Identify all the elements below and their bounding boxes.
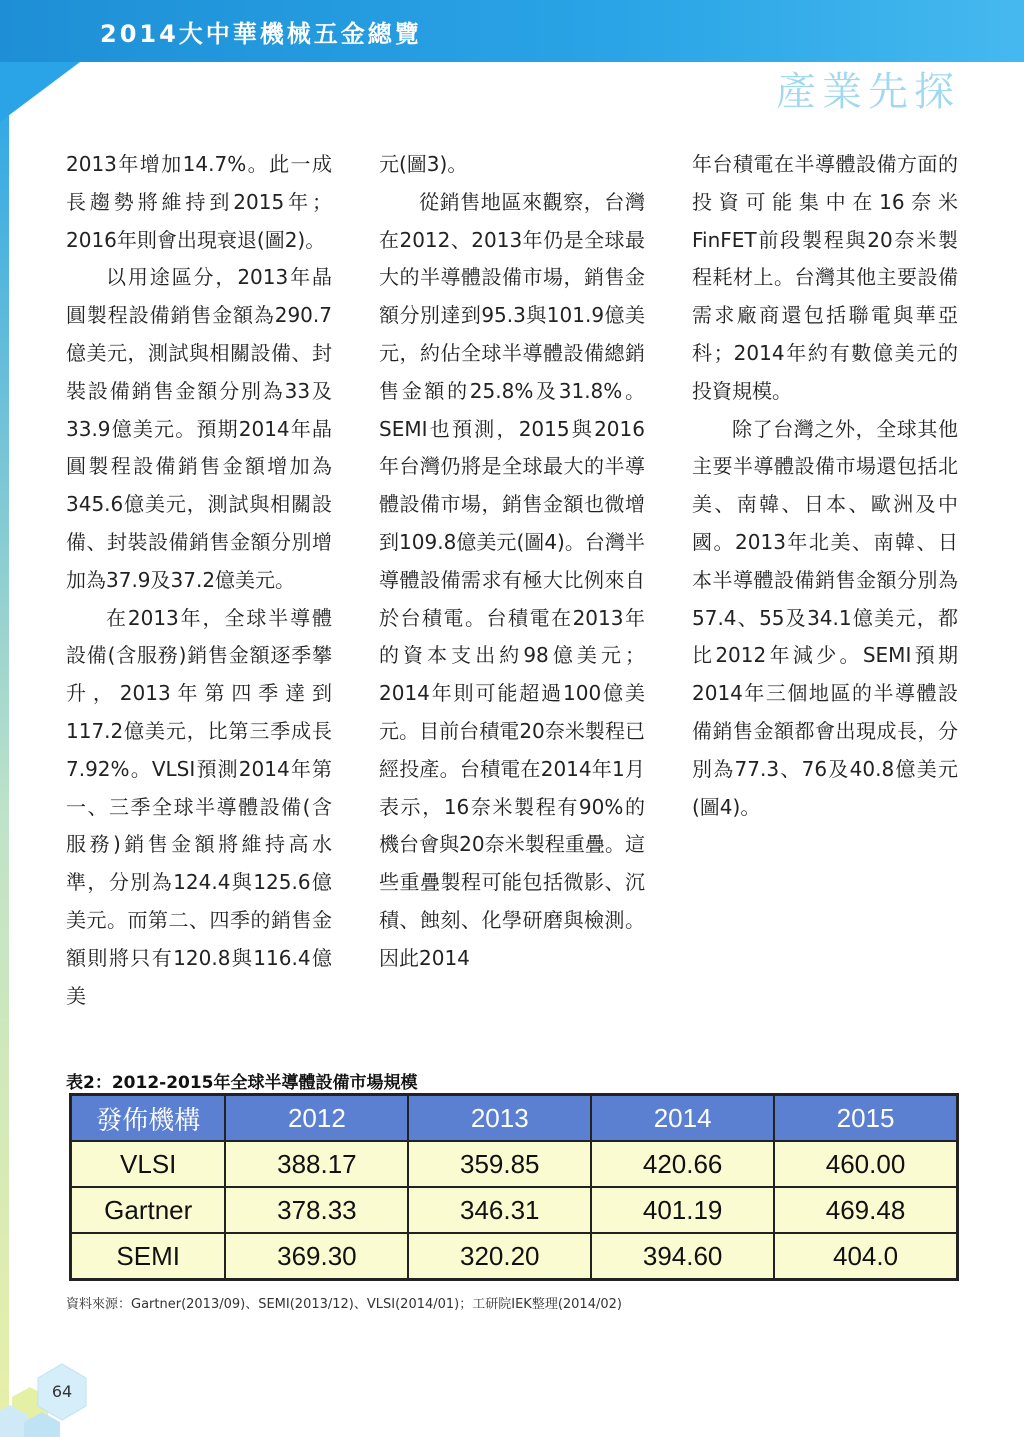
side-strip <box>0 62 9 1437</box>
publication-title: 2014大中華機械五金總覽 <box>100 20 422 48</box>
source-note: 資料來源：Gartner(2013/09)、SEMI(2013/12)、VLSI(2014/01)；工研院IEK整理(2014/02) <box>66 1297 622 1312</box>
table-cell: 378.33 <box>225 1187 408 1233</box>
table-caption: 表2：2012-2015年全球半導體設備市場規模 <box>66 1073 418 1093</box>
table-row <box>71 1141 958 1187</box>
table-cell: 401.19 <box>591 1187 774 1233</box>
table-cell: 359.85 <box>408 1141 591 1187</box>
table-row <box>71 1233 958 1280</box>
table-cell: 469.48 <box>774 1187 957 1233</box>
table-cell: 369.30 <box>225 1233 408 1280</box>
table-row <box>71 1187 958 1233</box>
table-cell: SEMI <box>71 1233 226 1280</box>
paragraph: 從銷售地區來觀察，台灣在2012、2013年仍是全球最大的半導體設備市場，銷售金額分別達到95.3與101.9億美元，約佔全球半導體設備總銷售金額的25.8%及31.8%。SEMI也預測，2015與2016年台灣仍將是全球最大的半導體設備市場，銷售金額也微增到109.8億美元(圖4)。台灣半導體設備需求有極大比例來自於台積電。台積電在2013年的資本支出約98億美元；2014年則可能超過100億美元。目前台積電20奈米製程已經投產。台積電在2014年1月表示，16奈米製程有90%的機台會與20奈米製程重疊。這些重疊製程可能包括微影、沉積、蝕刻、化學研磨與檢測。因此2014 <box>379 189 645 970</box>
paragraph: 在2013年，全球半導體設備(含服務)銷售金額逐季攀升，2013年第四季達到117.2億美元，比第三季成長7.92%。VLSI預測2014年第一、三季全球半導體設備(含服務)銷售金額將維持高水準，分別為124.4與125.6億美元。而第二、四季的銷售金額則將只有120.8與116.4億美 <box>66 605 332 1008</box>
corner-wedge <box>0 62 80 122</box>
table-cell: 394.60 <box>591 1233 774 1280</box>
table-header-row <box>71 1095 958 1142</box>
table-cell: 420.66 <box>591 1141 774 1187</box>
table-cell: VLSI <box>71 1141 226 1187</box>
paragraph: 以用途區分，2013年晶圓製程設備銷售金額為290.7億美元，測試與相關設備、封裝設備銷售金額分別為33及33.9億美元。預期2014年晶圓製程設備銷售金額增加為345.6億美元，測試與相關設備、封裝設備銷售金額分別增加為37.9及37.2億美元。 <box>66 265 332 592</box>
section-title: 產業先探 <box>776 69 960 115</box>
table-header-cell: 2013 <box>408 1095 591 1142</box>
paragraph: 2013年增加14.7%。此一成長趨勢將維持到2015年；2016年則會出現衰退(圖2)。 <box>66 152 332 252</box>
table-cell: 346.31 <box>408 1187 591 1233</box>
text-column-1 <box>66 146 332 1015</box>
table-cell: 460.00 <box>774 1141 957 1187</box>
table-header-cell: 發佈機構 <box>71 1095 226 1142</box>
text-column-3 <box>692 146 958 826</box>
paragraph: 除了台灣之外，全球其他主要半導體設備市場還包括北美、南韓、日本、歐洲及中國。2013年北美、南韓、日本半導體設備銷售金額分別為57.4、55及34.1億美元，都比2012年減少。SEMI預期2014年三個地區的半導體設備銷售金額都會出現成長，分別為77.3、76及40.8億美元(圖4)。 <box>692 416 958 819</box>
table-header-cell: 2014 <box>591 1095 774 1142</box>
table-cell: 404.0 <box>774 1233 957 1280</box>
table-cell: Gartner <box>71 1187 226 1233</box>
table-cell: 320.20 <box>408 1233 591 1280</box>
market-size-table <box>69 1093 959 1281</box>
table-cell: 388.17 <box>225 1141 408 1187</box>
page-number: 64 <box>51 1382 73 1401</box>
table-header-cell: 2015 <box>774 1095 957 1142</box>
paragraph: 元(圖3)。 <box>379 152 468 176</box>
table-header-cell: 2012 <box>225 1095 408 1142</box>
text-column-2 <box>379 146 645 978</box>
paragraph: 年台積電在半導體設備方面的投資可能集中在16奈米FinFET前段製程與20奈米製程耗材上。台灣其他主要設備需求廠商還包括聯電與華亞科；2014年約有數億美元的投資規模。 <box>692 152 958 403</box>
